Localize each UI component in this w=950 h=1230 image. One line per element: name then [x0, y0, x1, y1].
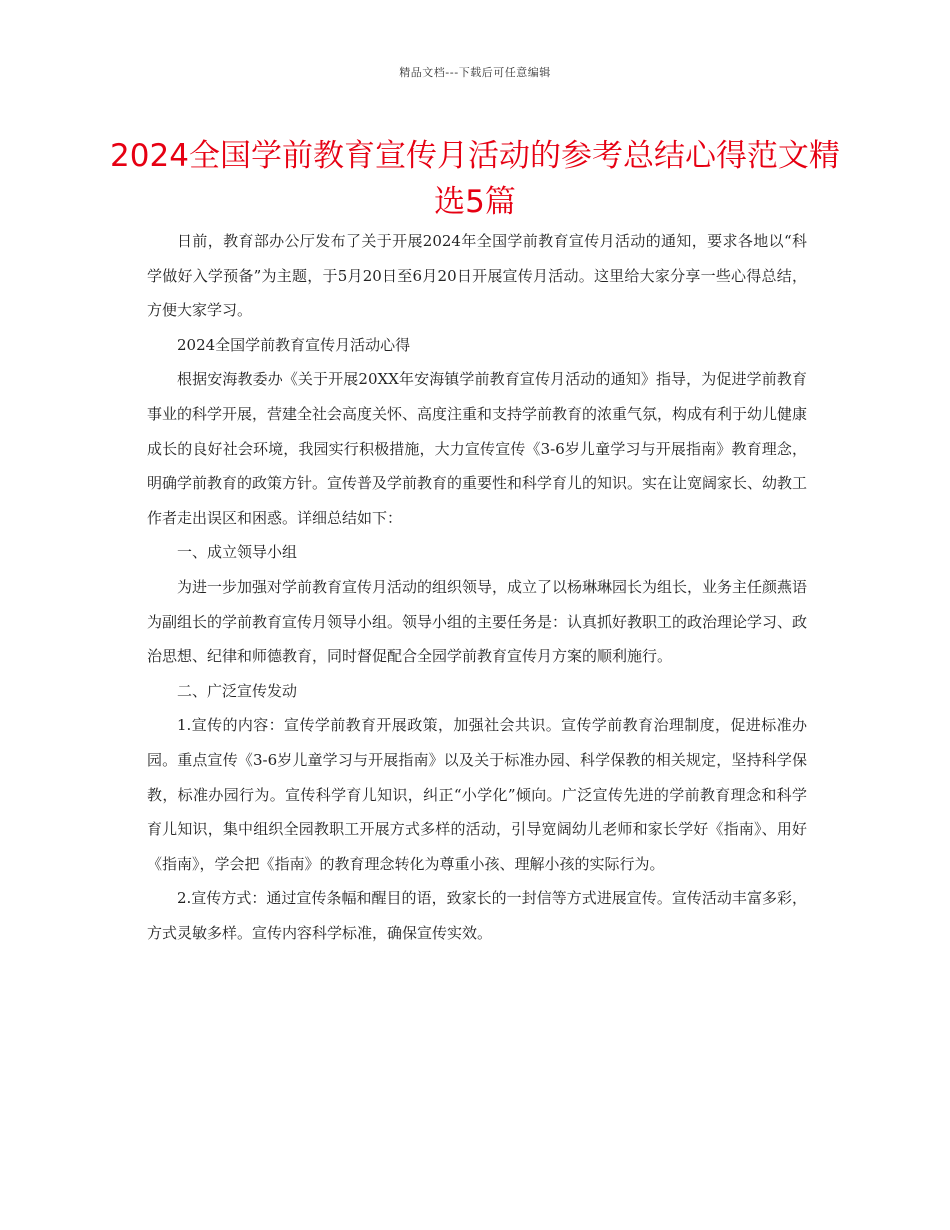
paragraph-intro: 日前，教育部办公厅发布了关于开展2024年全国学前教育宣传月活动的通知，要求各地以“科学做好入学预备”为主题，于5月20日至6月20日开展宣传月活动。这里给大家分享一些心得总结，方便大家学习。	[147, 232, 807, 320]
section-heading-main: 2024全国学前教育宣传月活动心得	[177, 335, 411, 354]
section-heading-2: 二、广泛宣传发动	[177, 681, 298, 700]
paragraph-method: 2.宣传方式：通过宣传条幅和醒目的语，致家长的一封信等方式进展宣传。宣传活动丰富多彩，方式灵敏多样。宣传内容科学标准，确保宣传实效。	[147, 889, 807, 942]
document-body	[147, 224, 807, 950]
paragraph-content: 1.宣传的内容：宣传学前教育开展政策，加强社会共识。宣传学前教育治理制度，促进标准办园。重点宣传《3-6岁儿童学习与开展指南》以及关于标准办园、科学保教的相关规定，坚持科学保教，标准办园行为。宣传科学育儿知识，纠正“小学化”倾向。广泛宣传先进的学前教育理念和科学育儿知识，集中组织全园教职工开展方式多样的活动，引导宽阔幼儿老师和家长学好《指南》、用好《指南》，学会把《指南》的教育理念转化为尊重小孩、理解小孩的实际行为。	[147, 716, 807, 873]
section-heading-1: 一、成立领导小组	[177, 543, 298, 562]
document-title: 2024全国学前教育宣传月活动的参考总结心得范文精选5篇	[110, 138, 840, 220]
paragraph-leadership: 为进一步加强对学前教育宣传月活动的组织领导，成立了以杨琳琳园长为组长，业务主任颜燕语为副组长的学前教育宣传月领导小组。领导小组的主要任务是：认真抓好教职工的政治理论学习、政治思想、纪律和师德教育，同时督促配合全园学前教育宣传月方案的顺利施行。	[147, 577, 808, 666]
paragraph-background: 根据安海教委办《关于开展20XX年安海镇学前教育宣传月活动的通知》指导，为促进学前教育事业的科学开展，营建全社会高度关怀、高度注重和支持学前教育的浓重气氛，构成有利于幼儿健康成长的良好社会环境，我园实行积极措施，大力宣传宣传《3-6岁儿童学习与开展指南》教育理念，明确学前教育的政策方针。宣传普及学前教育的重要性和科学育儿的知识。实在让宽阔家长、幼教工作者走出误区和困惑。详细总结如下：	[147, 370, 808, 527]
header-note: 精品文档---下载后可任意编辑	[399, 66, 551, 79]
